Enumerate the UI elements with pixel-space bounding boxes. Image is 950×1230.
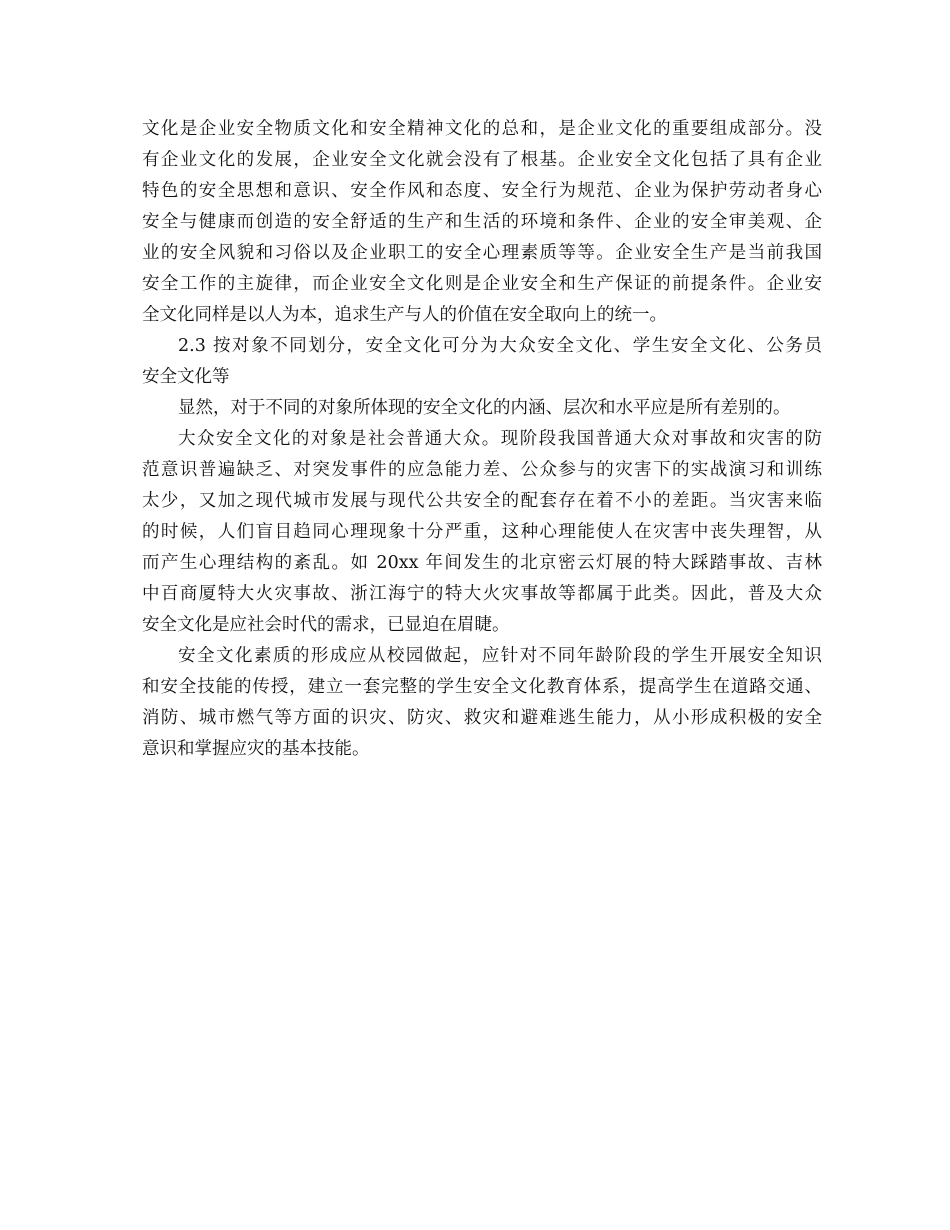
text-line: 的时候，人们盲目趋同心理现象十分严重，这种心理能使人在灾害中丧失理智，从 bbox=[142, 522, 822, 542]
paragraph-object-difference bbox=[142, 393, 822, 424]
text-line: 安全文化素质的形成应从校园做起，应针对不同年龄阶段的学生开展安全知识 bbox=[178, 646, 822, 666]
paragraph-campus-safety-education bbox=[142, 641, 822, 765]
text-line: 和安全技能的传授，建立一套完整的学生安全文化教育体系，提高学生在道路交通、 bbox=[142, 677, 822, 697]
text-line: 消防、城市燃气等方面的识灾、防灾、救灾和避难逃生能力，从小形成积极的安全 bbox=[142, 708, 822, 728]
text-line: 中百商厦特大火灾事故、浙江海宁的特大火灾事故等都属于此类。因此，普及大众 bbox=[142, 584, 822, 604]
text-line: 安全文化是应社会时代的需求，已显迫在眉睫。 bbox=[142, 615, 510, 635]
text-line: 而产生心理结构的紊乱。如 20xx 年间发生的北京密云灯展的特大踩踏事故、吉林 bbox=[142, 553, 822, 573]
text-line: 安全与健康而创造的安全舒适的生产和生活的环境和条件、企业的安全审美观、企 bbox=[142, 212, 822, 232]
text-line: 有企业文化的发展，企业安全文化就会没有了根基。企业安全文化包括了具有企业 bbox=[142, 150, 822, 170]
text-line: 范意识普遍缺乏、对突发事件的应急能力差、公众参与的灾害下的实战演习和训练 bbox=[142, 460, 822, 480]
section-heading-2-3 bbox=[142, 331, 822, 393]
text-line: 安全文化等 bbox=[142, 367, 230, 387]
text-line: 意识和掌握应灾的基本技能。 bbox=[142, 739, 370, 759]
text-line: 大众安全文化的对象是社会普通大众。现阶段我国普通大众对事故和灾害的防 bbox=[178, 429, 822, 449]
text-line: 业的安全风貌和习俗以及企业职工的安全心理素质等等。企业安全生产是当前我国 bbox=[142, 243, 822, 263]
text-line: 显然，对于不同的对象所体现的安全文化的内涵、层次和水平应是所有差别的。 bbox=[178, 398, 791, 418]
text-line: 安全工作的主旋律，而企业安全文化则是企业安全和生产保证的前提条件。企业安 bbox=[142, 274, 822, 294]
text-line: 全文化同样是以人为本，追求生产与人的价值在安全取向上的统一。 bbox=[142, 305, 667, 325]
text-line: 2.3 按对象不同划分，安全文化可分为大众安全文化、学生安全文化、公务员 bbox=[178, 336, 822, 356]
document-body bbox=[142, 114, 822, 765]
text-line: 太少，又加之现代城市发展与现代公共安全的配套存在着不小的差距。当灾害来临 bbox=[142, 491, 822, 511]
paragraph-public-safety-culture bbox=[142, 424, 822, 641]
text-line: 特色的安全思想和意识、安全作风和态度、安全行为规范、企业为保护劳动者身心 bbox=[142, 181, 822, 201]
paragraph-enterprise-culture bbox=[142, 114, 822, 331]
text-line: 文化是企业安全物质文化和安全精神文化的总和，是企业文化的重要组成部分。没 bbox=[142, 119, 822, 139]
